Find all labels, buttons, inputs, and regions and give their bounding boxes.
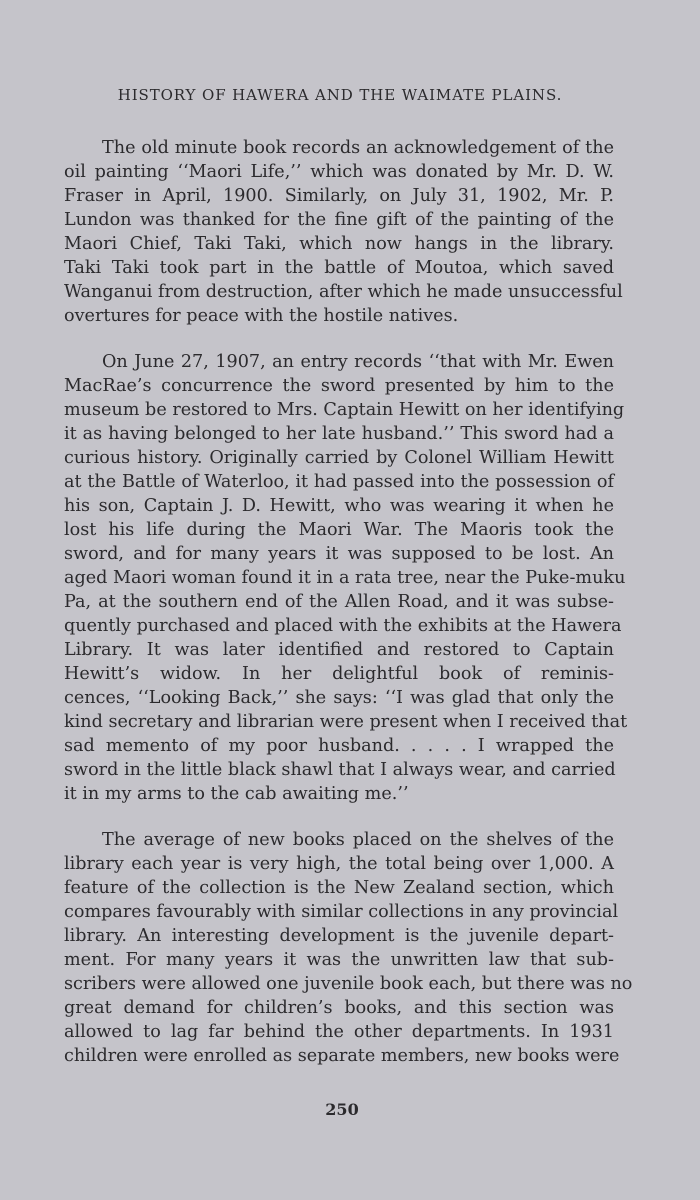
text-line: library each year is very high, the total being over 1,000. A [64,854,614,874]
text-line: children were enrolled as separate members, new books were [64,1046,620,1066]
text-line: compares favourably with similar collections in any provincial [64,902,619,922]
text-line: quently purchased and placed with the exhibits at the Hawera [64,616,622,636]
text-line: great demand for children’s books, and this section was [64,998,614,1018]
paragraph [64,350,628,806]
page-number: 250 [325,1100,359,1119]
text-line: lost his life during the Maori War. The Maoris took the [64,520,614,540]
text-line: On June 27, 1907, an entry records ‘‘that with Mr. Ewen [102,352,614,372]
running-title: HISTORY OF HAWERA AND THE WAIMATE PLAINS. [117,86,563,104]
text-line: Library. It was later identified and restored to Captain [64,640,614,660]
text-line: aged Maori woman found it in a rata tree, near the Puke-muku [64,568,626,588]
text-line: sad memento of my poor husband. . . . . I wrapped the [64,736,614,756]
text-line: at the Battle of Waterloo, it had passed into the possession of [64,472,614,492]
text-line: ment. For many years it was the unwritten law that sub- [64,950,614,970]
text-line: kind secretary and librarian were present when I received that [64,712,628,732]
text-line: it in my arms to the cab awaiting me.’’ [64,784,409,804]
text-line: Pa, at the southern end of the Allen Road, and it was subse- [64,592,614,612]
text-line: library. An interesting development is the juvenile depart- [64,926,614,946]
text-line: Fraser in April, 1900. Similarly, on July 31, 1902, Mr. P. [64,186,614,206]
text-line: allowed to lag far behind the other departments. In 1931 [64,1022,614,1042]
body-text [64,136,633,1090]
text-line: curious history. Originally carried by Colonel William Hewitt [64,448,614,468]
text-line: oil painting ‘‘Maori Life,’’ which was donated by Mr. D. W. [64,162,614,182]
text-line: cences, ‘‘Looking Back,’’ she says: ‘‘I was glad that only the [64,688,614,708]
paragraph [64,828,633,1068]
text-line: MacRae’s concurrence the sword presented by him to the [64,376,614,396]
text-line: Maori Chief, Taki Taki, which now hangs in the library. [64,234,614,254]
text-line: sword in the little black shawl that I always wear, and carried [64,760,616,780]
text-line: Hewitt’s widow. In her delightful book of reminis- [64,664,614,684]
text-line: museum be restored to Mrs. Captain Hewitt on her identifying [64,400,625,420]
text-line: Lundon was thanked for the fine gift of the painting of the [64,210,614,230]
text-line: The old minute book records an acknowledgement of the [102,138,614,158]
text-line: scribers were allowed one juvenile book each, but there was no [64,974,633,994]
text-line: it as having belonged to her late husband.’’ This sword had a [64,424,614,444]
text-line: The average of new books placed on the shelves of the [102,830,614,850]
text-line: feature of the collection is the New Zealand section, which [64,878,614,898]
text-line: Taki Taki took part in the battle of Moutoa, which saved [64,258,614,278]
text-line: Wanganui from destruction, after which he made unsuccessful [64,282,623,302]
text-line: overtures for peace with the hostile natives. [64,306,459,326]
paragraph [64,136,623,328]
text-line: sword, and for many years it was supposed to be lost. An [64,544,614,564]
text-line: his son, Captain J. D. Hewitt, who was wearing it when he [64,496,614,516]
